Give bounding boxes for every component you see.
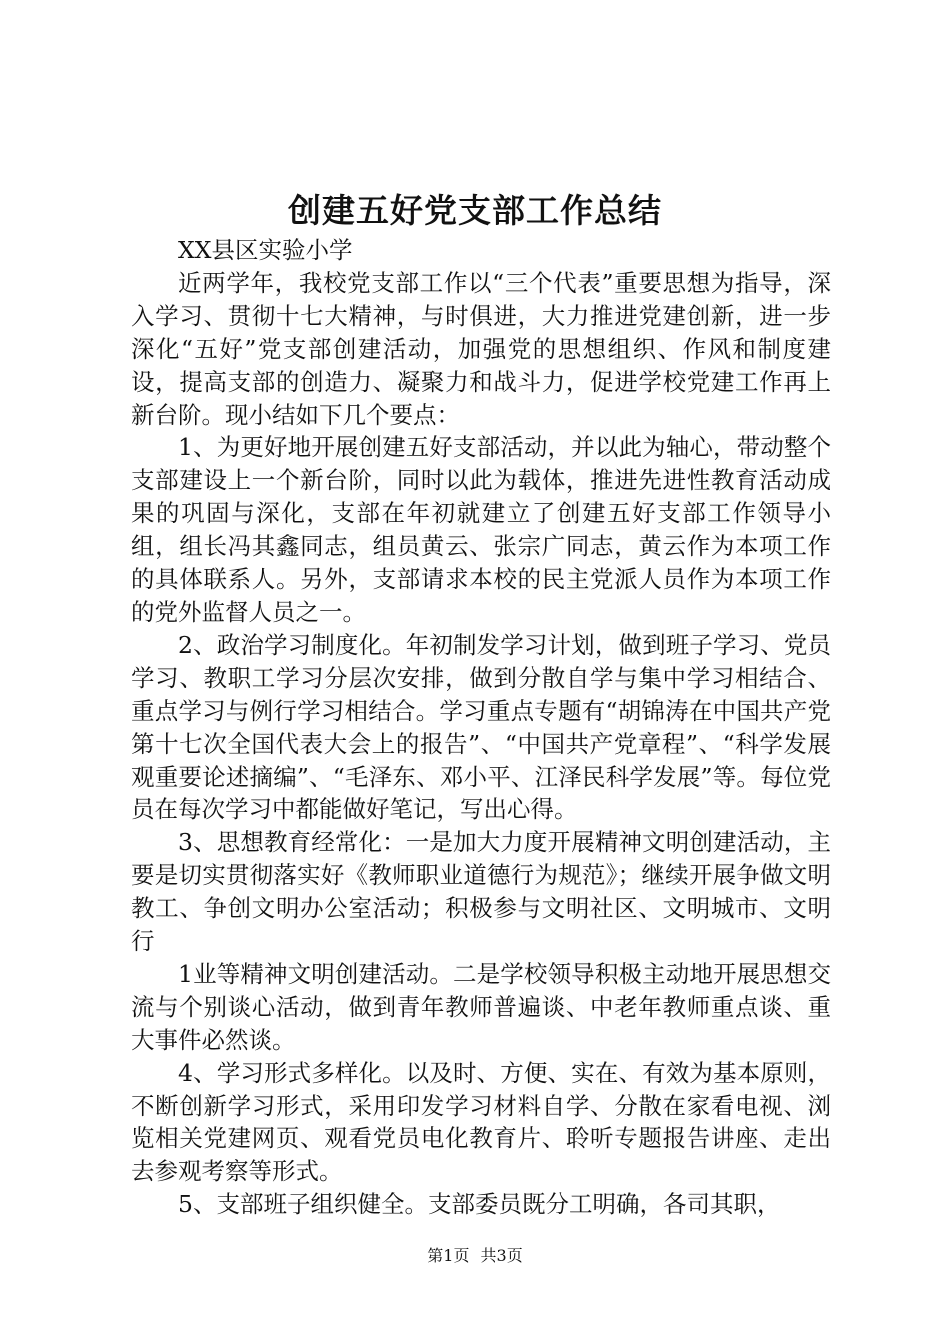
document-body	[131, 234, 831, 1221]
point-5-paragraph: 5、支部班子组织健全。支部委员既分工明确，各司其职，	[178, 1190, 781, 1219]
school-name-line: XX县区实验小学	[178, 236, 353, 264]
point-4-paragraph: 4、学习形式多样化。以及时、方便、实在、有效为基本原则，不断创新学习形式，采用印发学习材料自学、分散在家看电视、浏览相关党建网页、观看党员电化教育片、聆听专题报告讲座、走出去参观考察等形式。	[131, 1058, 831, 1186]
intro-paragraph: 近两学年，我校党支部工作以“三个代表”重要思想为指导，深入学习、贯彻十七大精神，与时俱进，大力推进党建创新，进一步深化“五好”党支部创建活动，加强党的思想组织、作风和制度建设，提高支部的创造力、凝聚力和战斗力，促进学校党建工作再上新台阶。现小结如下几个要点：	[131, 268, 831, 429]
point-3-continued-paragraph: 1业等精神文明创建活动。二是学校领导积极主动地开展思想交流与个别谈心活动，做到青年教师普遍谈、中老年教师重点谈、重大事件必然谈。	[131, 959, 831, 1054]
document-title: 创建五好党支部工作总结	[288, 191, 662, 230]
point-3-paragraph: 3、思想教育经常化：一是加大力度开展精神文明创建活动，主要是切实贯彻落实好《教师职业道德行为规范》；继续开展争做文明教工、争创文明办公室活动；积极参与文明社区、文明城市、文明行	[131, 828, 831, 956]
point-2-paragraph: 2、政治学习制度化。年初制发学习计划，做到班子学习、党员学习、教职工学习分层次安排，做到分散自学与集中学习相结合、重点学习与例行学习相结合。学习重点专题有“胡锦涛在中国共产党第十七次全国代表大会上的报告”、“中国共产党章程”、“科学发展观重要论述摘编”、“毛泽东、邓小平、江泽民科学发展”等。每位党员在每次学习中都能做好笔记，写出心得。	[131, 630, 831, 824]
point-1-paragraph: 1、为更好地开展创建五好支部活动，并以此为轴心，带动整个支部建设上一个新台阶，同时以此为载体，推进先进性教育活动成果的巩固与深化，支部在年初就建立了创建五好支部工作领导小组，组长冯其鑫同志，组员黄云、张宗广同志，黄云作为本项工作的具体联系人。另外，支部请求本校的民主党派人员作为本项工作的党外监督人员之一。	[131, 433, 831, 626]
page-footer	[0, 1243, 950, 1266]
page-number-total: 共3页	[480, 1246, 523, 1265]
page-number-current: 第1页	[427, 1246, 470, 1265]
